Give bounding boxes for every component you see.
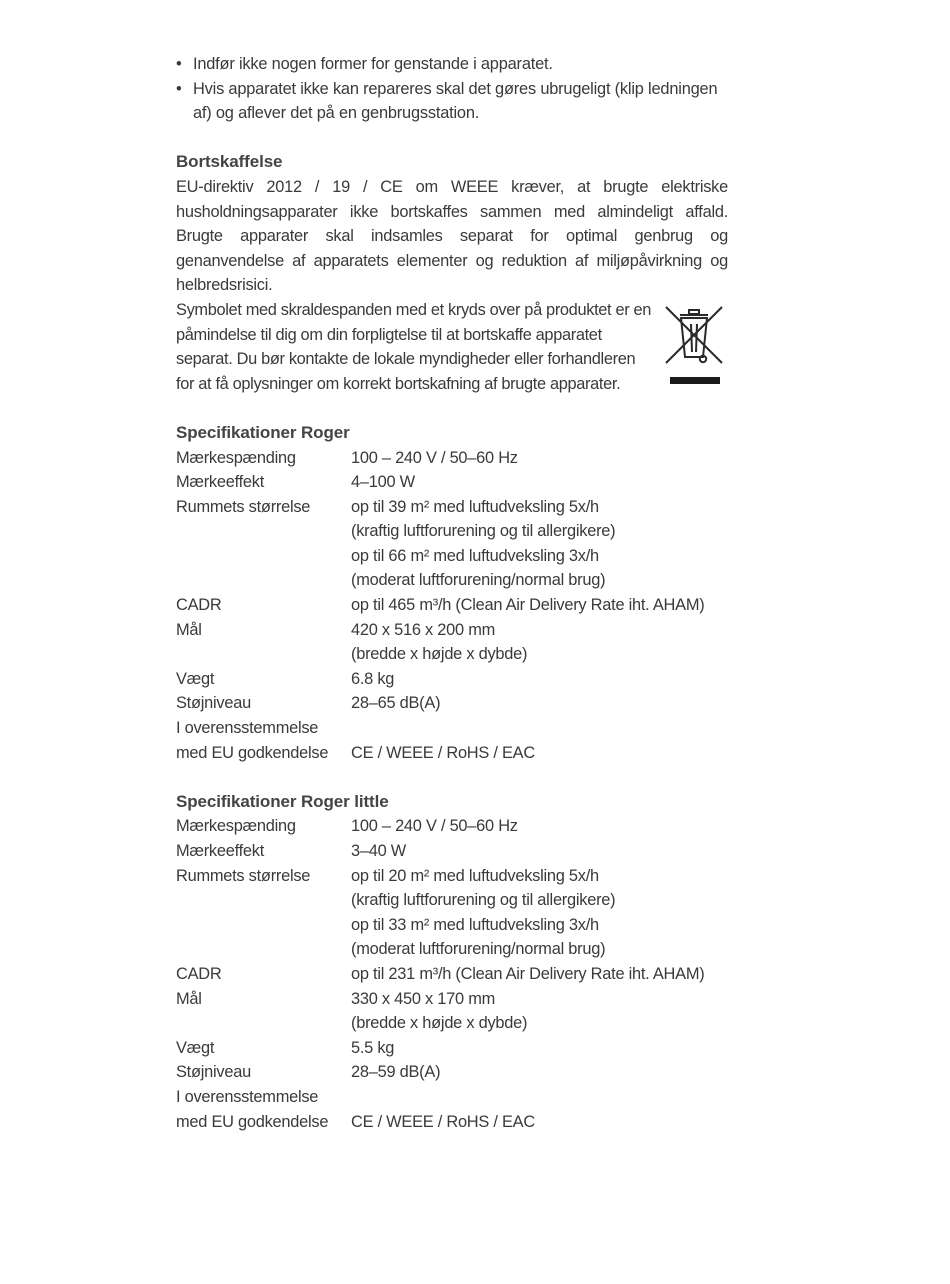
spec-value	[351, 962, 728, 987]
spec-value-line: op til 66 m² med luftudveksling 3x/h	[351, 546, 599, 565]
spec-label: CADR	[176, 596, 222, 615]
spec-row	[176, 962, 728, 987]
spec-roger-section	[176, 421, 728, 765]
spec-label: CADR	[176, 964, 222, 983]
spec-row	[176, 1110, 728, 1135]
spec-row	[176, 691, 728, 716]
spec-row	[176, 593, 728, 618]
spec-value	[351, 667, 728, 692]
spec-value-line: 6.8 kg	[351, 669, 395, 688]
spec-value-line: op til 231 m³/h (Clean Air Delivery Rate iht. AHAM)	[351, 964, 705, 983]
spec-row	[176, 446, 728, 471]
spec-roger-little-heading: Specifikationer Roger little	[176, 791, 389, 811]
spec-value-line: (bredde x højde x dybde)	[351, 1014, 528, 1033]
spec-value-line: 28–59 dB(A)	[351, 1063, 441, 1082]
spec-row	[176, 667, 728, 692]
spec-label: I overensstemmelse	[176, 719, 319, 738]
spec-row	[176, 495, 728, 593]
spec-label: Vægt	[176, 669, 215, 688]
spec-value	[351, 446, 728, 471]
spec-value-line: 5.5 kg	[351, 1038, 395, 1057]
spec-row	[176, 987, 728, 1036]
spec-row	[176, 864, 728, 962]
spec-value-line: op til 39 m² med luftudveksling 5x/h	[351, 497, 599, 516]
spec-label: Rummets størrelse	[176, 866, 311, 885]
spec-value	[351, 593, 728, 618]
spec-label: Rummets størrelse	[176, 497, 311, 516]
bullet-text: Hvis apparatet ikke kan repareres skal det gøres ubrugeligt (klip ledningen af) og aflever det på en genbrugsstation.	[193, 79, 718, 123]
spec-value-line: (bredde x højde x dybde)	[351, 645, 528, 664]
bullet-dot-icon: •	[176, 79, 182, 98]
spec-label: Støjniveau	[176, 1063, 251, 1082]
spec-label: Mærkeeffekt	[176, 473, 265, 492]
spec-value-line: op til 33 m² med luftudveksling 3x/h	[351, 915, 599, 934]
spec-value-line: 100 – 240 V / 50–60 Hz	[351, 448, 518, 467]
spec-roger-little-section	[176, 790, 728, 1134]
spec-value-line: CE / WEEE / RoHS / EAC	[351, 1112, 535, 1131]
spec-value	[351, 716, 728, 741]
crossed-out-wheelie-bin-icon	[662, 303, 728, 394]
spec-row	[176, 741, 728, 766]
spec-label: Støjniveau	[176, 694, 251, 713]
spec-label: Mål	[176, 620, 202, 639]
spec-row	[176, 1036, 728, 1061]
spec-roger-table	[176, 446, 728, 766]
disposal-symbol-text: Symbolet med skraldespanden med et kryds over på produktet er en påmindelse til dig om din forpligtelse til at bortskaffe apparatet separat. Du bør kontakte de lokale myndigheder eller forhandleren for at få oplysninger om korrekt bortskafning af brugte apparater.	[176, 300, 652, 393]
disposal-paragraph: EU-direktiv 2012 / 19 / CE om WEEE kræver, at brugte elektriske husholdningsapparater ikke bortskaffes sammen med almindeligt affald. Brugte apparater skal indsamles separat for optimal genbrug og genanvendelse af apparatets elementer og reduktion af miljøpåvirkning og helbredsrisici.	[176, 177, 728, 295]
spec-value	[351, 470, 728, 495]
spec-value-line: 4–100 W	[351, 473, 415, 492]
spec-value	[351, 691, 728, 716]
bullet-text: Indfør ikke nogen former for genstande i apparatet.	[193, 55, 553, 73]
spec-value	[351, 987, 728, 1036]
spec-value-line: (kraftig luftforurening og til allergikere)	[351, 522, 616, 541]
spec-value-line: 420 x 516 x 200 mm	[351, 620, 496, 639]
spec-value-line: CE / WEEE / RoHS / EAC	[351, 743, 535, 762]
bullet-item	[176, 77, 728, 126]
spec-roger-heading: Specifikationer Roger	[176, 422, 350, 442]
spec-value	[351, 814, 728, 839]
spec-row	[176, 618, 728, 667]
spec-value-line	[351, 1085, 728, 1110]
spec-value-line: op til 465 m³/h (Clean Air Delivery Rate iht. AHAM)	[351, 596, 705, 615]
spec-row	[176, 839, 728, 864]
spec-value-line: 100 – 240 V / 50–60 Hz	[351, 817, 518, 836]
spec-value-line: (moderat luftforurening/normal brug)	[351, 940, 606, 959]
bullet-dot-icon: •	[176, 55, 182, 73]
spec-roger-little-table	[176, 814, 728, 1134]
spec-label: Mål	[176, 989, 202, 1008]
spec-label: Mærkespænding	[176, 448, 296, 467]
spec-value-line: (moderat luftforurening/normal brug)	[351, 571, 606, 590]
spec-value-line: 330 x 450 x 170 mm	[351, 989, 496, 1008]
spec-value-line: op til 20 m² med luftudveksling 5x/h	[351, 866, 599, 885]
spec-value-line: (kraftig luftforurening og til allergikere)	[351, 891, 616, 910]
spec-row	[176, 1060, 728, 1085]
spec-value-line: 28–65 dB(A)	[351, 694, 441, 713]
spec-value-line: 3–40 W	[351, 842, 406, 860]
spec-value	[351, 839, 728, 864]
disposal-symbol-block	[176, 298, 728, 396]
safety-bullet-list	[176, 52, 728, 126]
spec-value	[351, 1036, 728, 1061]
spec-value	[351, 741, 728, 766]
spec-row	[176, 716, 728, 741]
spec-row	[176, 470, 728, 495]
spec-label: Mærkeeffekt	[176, 842, 265, 860]
disposal-section	[176, 150, 728, 396]
spec-row	[176, 1085, 728, 1110]
spec-value	[351, 1110, 728, 1135]
spec-row	[176, 814, 728, 839]
spec-label: Vægt	[176, 1038, 215, 1057]
manual-page	[176, 52, 728, 1134]
spec-label: med EU godkendelse	[176, 1112, 329, 1131]
bullet-item	[176, 52, 728, 77]
spec-value	[351, 864, 728, 962]
spec-label: Mærkespænding	[176, 817, 296, 836]
spec-value-line	[351, 716, 728, 741]
spec-label: med EU godkendelse	[176, 743, 329, 762]
spec-value	[351, 1085, 728, 1110]
spec-value	[351, 618, 728, 667]
spec-label: I overensstemmelse	[176, 1087, 319, 1106]
disposal-heading: Bortskaffelse	[176, 152, 283, 172]
spec-value	[351, 1060, 728, 1085]
spec-value	[351, 495, 728, 593]
